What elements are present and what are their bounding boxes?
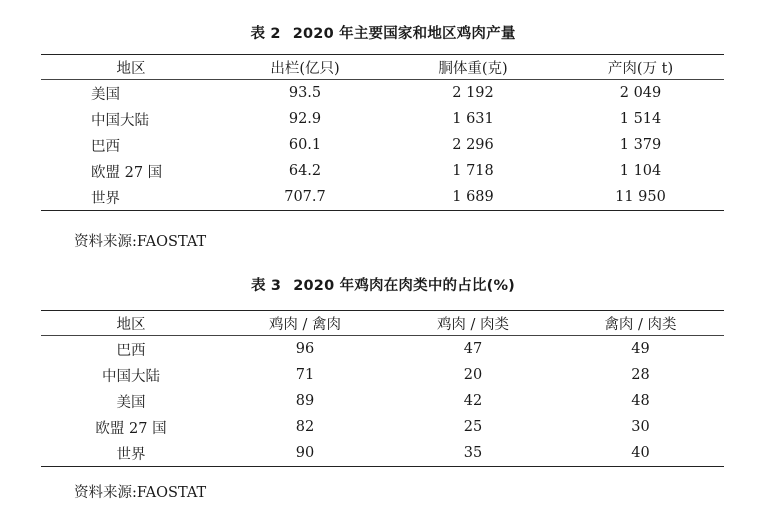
- table3-source-note: 资料来源:FAOSTAT: [74, 485, 207, 501]
- table2-caption: [0, 22, 766, 43]
- table-row: [41, 336, 724, 363]
- table-cell: 47: [463, 341, 483, 357]
- table-cell: 1 514: [619, 111, 662, 127]
- table-cell: 40: [557, 440, 724, 467]
- table3-caption-title: 2020 年鸡肉在肉类中的占比(%): [293, 278, 516, 294]
- table-cell: 35: [389, 440, 557, 467]
- table-row: [41, 414, 724, 440]
- table-cell: 92.9: [288, 111, 322, 127]
- table-row: [41, 106, 724, 132]
- table-cell-region: 巴西: [116, 342, 146, 359]
- table-cell: 2 049: [619, 85, 662, 101]
- table-row: [41, 158, 724, 184]
- table-cell: 28: [631, 367, 650, 383]
- table-cell: 48: [631, 393, 650, 409]
- table-cell: 1 718: [452, 163, 494, 179]
- table3-header-row: [41, 311, 724, 336]
- table-cell-region: 欧盟 27 国: [91, 164, 163, 181]
- table2-header-slaughter: 出栏(亿只): [221, 55, 389, 80]
- table-row: [41, 440, 724, 467]
- table3: [41, 310, 724, 467]
- table2-header-meat-output: 产肉(万 t): [557, 55, 724, 80]
- table-cell: 2 296: [452, 137, 494, 153]
- table3-header-chicken-poultry: 鸡肉 / 禽肉: [221, 311, 389, 336]
- table3-header-region: 地区: [41, 311, 221, 336]
- table-cell: 60.1: [288, 137, 322, 153]
- table2-caption-title: 2020 年主要国家和地区鸡肉产量: [292, 26, 516, 42]
- table-cell: 90: [221, 440, 389, 467]
- table-cell: 42: [463, 393, 483, 409]
- table-cell: 64.2: [288, 163, 322, 179]
- table2-header-row: [41, 55, 724, 80]
- table-cell: 25: [463, 419, 483, 435]
- table-cell: 1 631: [452, 111, 494, 127]
- table-cell-region: 中国大陆: [91, 112, 149, 129]
- table-cell-region: 美国: [116, 394, 146, 411]
- table3-caption-number: 表 3: [250, 278, 282, 294]
- table2-header-region: 地区: [41, 55, 221, 80]
- table-cell-region: 美国: [91, 86, 120, 103]
- table-cell-region: 世界: [41, 440, 221, 467]
- table-row: [41, 184, 724, 211]
- table2-header-carcass-weight: 胴体重(克): [389, 55, 557, 80]
- table-cell: 707.7: [221, 184, 389, 211]
- table3-caption: [0, 274, 766, 295]
- table3-header-poultry-meat: 禽肉 / 肉类: [557, 311, 724, 336]
- table-cell: 89: [295, 393, 315, 409]
- table-cell: 93.5: [288, 85, 322, 101]
- table-cell: 1 689: [389, 184, 557, 211]
- table-cell: 82: [295, 419, 315, 435]
- table-row: [41, 362, 724, 388]
- table-cell-region: 巴西: [91, 138, 120, 155]
- table-cell-region: 中国大陆: [102, 368, 160, 385]
- table-cell: 1 379: [619, 137, 662, 153]
- table-cell: 30: [631, 419, 650, 435]
- table-cell: 71: [295, 367, 315, 383]
- table3-header-chicken-meat: 鸡肉 / 肉类: [389, 311, 557, 336]
- table-cell-region: 欧盟 27 国: [95, 420, 167, 437]
- table-cell: 20: [463, 367, 483, 383]
- table-row: [41, 80, 724, 107]
- table2-caption-number: 表 2: [250, 26, 281, 42]
- table-row: [41, 388, 724, 414]
- table-cell: 1 104: [619, 163, 662, 179]
- table-cell: 49: [631, 341, 650, 357]
- table-cell: 96: [295, 341, 315, 357]
- table-cell: 11 950: [557, 184, 724, 211]
- table-row: [41, 132, 724, 158]
- table-cell-region: 世界: [41, 184, 221, 211]
- table-cell: 2 192: [452, 85, 494, 101]
- table2-source-note: 资料来源:FAOSTAT: [74, 234, 207, 250]
- table2: [41, 54, 724, 211]
